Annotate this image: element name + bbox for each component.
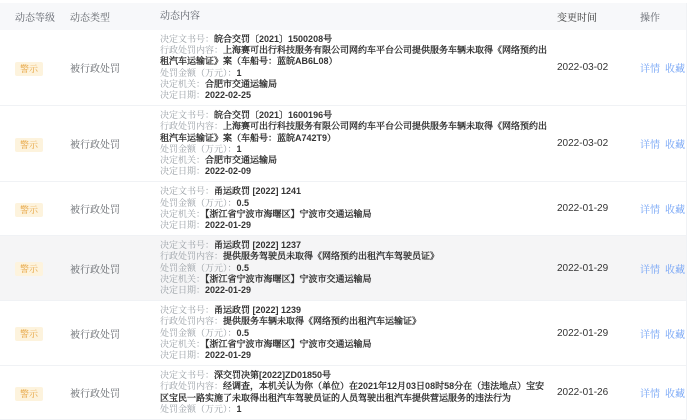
field-value: 甬运政罚 [2022] 1241 [214,186,302,197]
warning-badge: 警示 [15,62,43,76]
dynamic-type: 被行政处罚 [70,329,120,341]
detail-link[interactable]: 详情 [640,389,660,401]
field-value: 甬运政罚 [2022] 1237 [214,240,302,251]
favorite-link[interactable]: 收藏 [665,64,685,76]
actions-cell [640,326,690,341]
content-line [160,121,551,143]
field-value: 提供服务车辆未取得《网络预约出租汽车运输证》 [223,316,422,327]
content-line [160,339,551,350]
field-value: 0.5 [236,327,250,338]
content-line [160,316,551,327]
content-line [160,381,551,403]
dynamic-type: 被行政处罚 [70,140,120,152]
content-line [160,305,551,316]
field-label: 决定文书号： [160,370,215,381]
column-header-change-time: 变更时间 [557,13,597,24]
column-header-level: 动态等级 [15,13,55,24]
field-label: 决定日期： [160,166,206,177]
dynamic-content [160,110,557,177]
table-row [0,30,686,106]
content-line [160,370,551,381]
content-line [160,186,551,197]
actions-cell [640,201,690,216]
content-line [160,328,551,339]
dynamic-content [160,34,557,101]
detail-link[interactable]: 详情 [640,264,660,276]
field-value: 2022-01-29 [205,220,252,231]
level-cell [0,324,70,342]
field-value: 皖合交罚〔2021〕1500208号 [214,34,333,44]
field-label: 行政处罚内容： [160,316,224,327]
content-line [160,68,551,79]
field-value: 上海赛可出行科技服务有限公司网约车平台公司提供服务车辆未取得《网络预约出租汽车运输证》案（车船号：蓝皖A742T9） [160,121,548,143]
field-label: 决定文书号： [160,240,215,251]
field-label: 决定机关： [160,78,206,89]
table-row [0,301,686,366]
content-line [160,274,551,285]
change-time: 2022-03-02 [557,62,609,74]
field-label: 决定机关： [160,208,206,219]
favorite-link[interactable]: 收藏 [665,329,685,341]
field-value: 合肥市交通运输局 [205,78,278,89]
content-line [160,209,551,220]
level-cell [0,200,70,218]
detail-link[interactable]: 详情 [640,64,660,76]
level-cell [0,384,70,402]
field-value: 2022-02-09 [205,166,252,177]
field-label: 处罚金额（万元）： [160,262,237,273]
detail-link[interactable]: 详情 [640,205,660,217]
field-label: 决定机关： [160,273,206,284]
actions-cell [640,261,690,276]
change-time: 2022-01-29 [557,203,609,215]
field-label: 决定文书号： [160,186,215,197]
field-value: 【浙江省宁波市海曙区】宁波市交通运输局 [205,338,372,349]
warning-badge: 警示 [15,387,43,401]
field-label: 处罚金额（万元）： [160,197,237,208]
field-label: 决定日期： [160,285,206,296]
field-value: 【浙江省宁波市海曙区】宁波市交通运输局 [205,208,372,219]
field-label: 决定机关： [160,338,206,349]
level-cell [0,135,70,153]
table-row [0,182,686,236]
table-row [0,106,686,182]
field-value: 甬运政罚 [2022] 1239 [214,305,302,316]
content-line [160,285,551,296]
content-line [160,79,551,90]
field-label: 处罚金额（万元）： [160,67,237,78]
content-line [160,155,551,166]
content-line [160,166,551,177]
field-label: 决定日期： [160,90,206,101]
field-label: 处罚金额（万元）： [160,403,237,414]
content-line [160,144,551,155]
table-row [0,366,686,420]
warning-badge: 警示 [15,138,43,152]
level-cell [0,59,70,77]
table-header [0,3,686,30]
field-value: 0.5 [236,262,250,273]
field-value: 2022-01-29 [205,350,252,361]
field-value: 深交罚决第[2022]ZD01850号 [214,370,332,381]
content-line [160,110,551,121]
change-time: 2022-01-29 [557,327,609,339]
dynamic-type: 被行政处罚 [70,205,120,217]
content-line [160,404,551,415]
content-line [160,263,551,274]
actions-cell [640,60,690,75]
field-value: 【浙江省宁波市海曙区】宁波市交通运输局 [205,273,372,284]
field-value: 提供服务驾驶员未取得《网络预约出租汽车驾驶员证》 [223,251,440,262]
favorite-link[interactable]: 收藏 [665,389,685,401]
dynamic-type: 被行政处罚 [70,64,120,76]
field-label: 决定文书号： [160,34,215,44]
content-line [160,34,551,45]
penalty-records-table [0,3,687,420]
field-label: 决定日期： [160,220,206,231]
warning-badge: 警示 [15,262,43,276]
actions-cell [640,136,690,151]
change-time: 2022-01-29 [557,262,609,274]
favorite-link[interactable]: 收藏 [665,264,685,276]
actions-cell [640,385,690,400]
field-value: 上海赛可出行科技服务有限公司网约车平台公司提供服务车辆未取得《网络预约出租汽车运输证》案（车船号：蓝皖AB6L08） [160,45,548,67]
table-body [0,30,686,420]
dynamic-type: 被行政处罚 [70,389,120,401]
change-time: 2022-01-26 [557,387,609,399]
content-line [160,198,551,209]
field-label: 处罚金额（万元）： [160,143,237,154]
field-label: 行政处罚内容： [160,251,224,262]
field-label: 行政处罚内容： [160,45,224,56]
detail-link[interactable]: 详情 [640,140,660,152]
detail-link[interactable]: 详情 [640,329,660,341]
content-line [160,220,551,231]
content-line [160,251,551,262]
dynamic-type: 被行政处罚 [70,264,120,276]
column-header-type: 动态类型 [70,13,110,24]
dynamic-content [160,186,557,231]
warning-badge: 警示 [15,203,43,217]
dynamic-content [160,370,557,415]
field-value: 1 [236,403,242,414]
level-cell [0,259,70,277]
change-time: 2022-03-02 [557,138,609,150]
content-line [160,45,551,67]
column-header-actions: 操作 [640,13,660,24]
field-value: 1 [236,67,242,78]
favorite-link[interactable]: 收藏 [665,205,685,217]
field-value: 0.5 [236,197,250,208]
content-line [160,90,551,101]
table-row [0,236,686,301]
dynamic-content [160,305,557,361]
field-label: 决定日期： [160,350,206,361]
content-line [160,350,551,361]
column-header-content: 动态内容 [160,10,200,22]
field-label: 决定文书号： [160,110,215,121]
field-value: 皖合交罚〔2021〕1600196号 [214,110,333,121]
field-value: 2022-01-29 [205,285,252,296]
content-line [160,240,551,251]
field-value: 2022-02-25 [205,90,252,101]
dynamic-content [160,240,557,296]
field-label: 决定文书号： [160,305,215,316]
warning-badge: 警示 [15,327,43,341]
field-label: 行政处罚内容： [160,381,224,392]
field-value: 经调查，本机关认为你（单位）在2021年12月03日08时58分在（违法地点）宝安区宝民一路实施了未取得出租汽车驾驶员证的人员驾驶出租汽车提供营运服务的违法行为 [160,381,545,403]
favorite-link[interactable]: 收藏 [665,140,685,152]
field-value: 1 [236,143,242,154]
field-label: 处罚金额（万元）： [160,327,237,338]
field-label: 行政处罚内容： [160,121,224,132]
field-label: 决定机关： [160,155,206,166]
field-value: 合肥市交通运输局 [205,155,278,166]
